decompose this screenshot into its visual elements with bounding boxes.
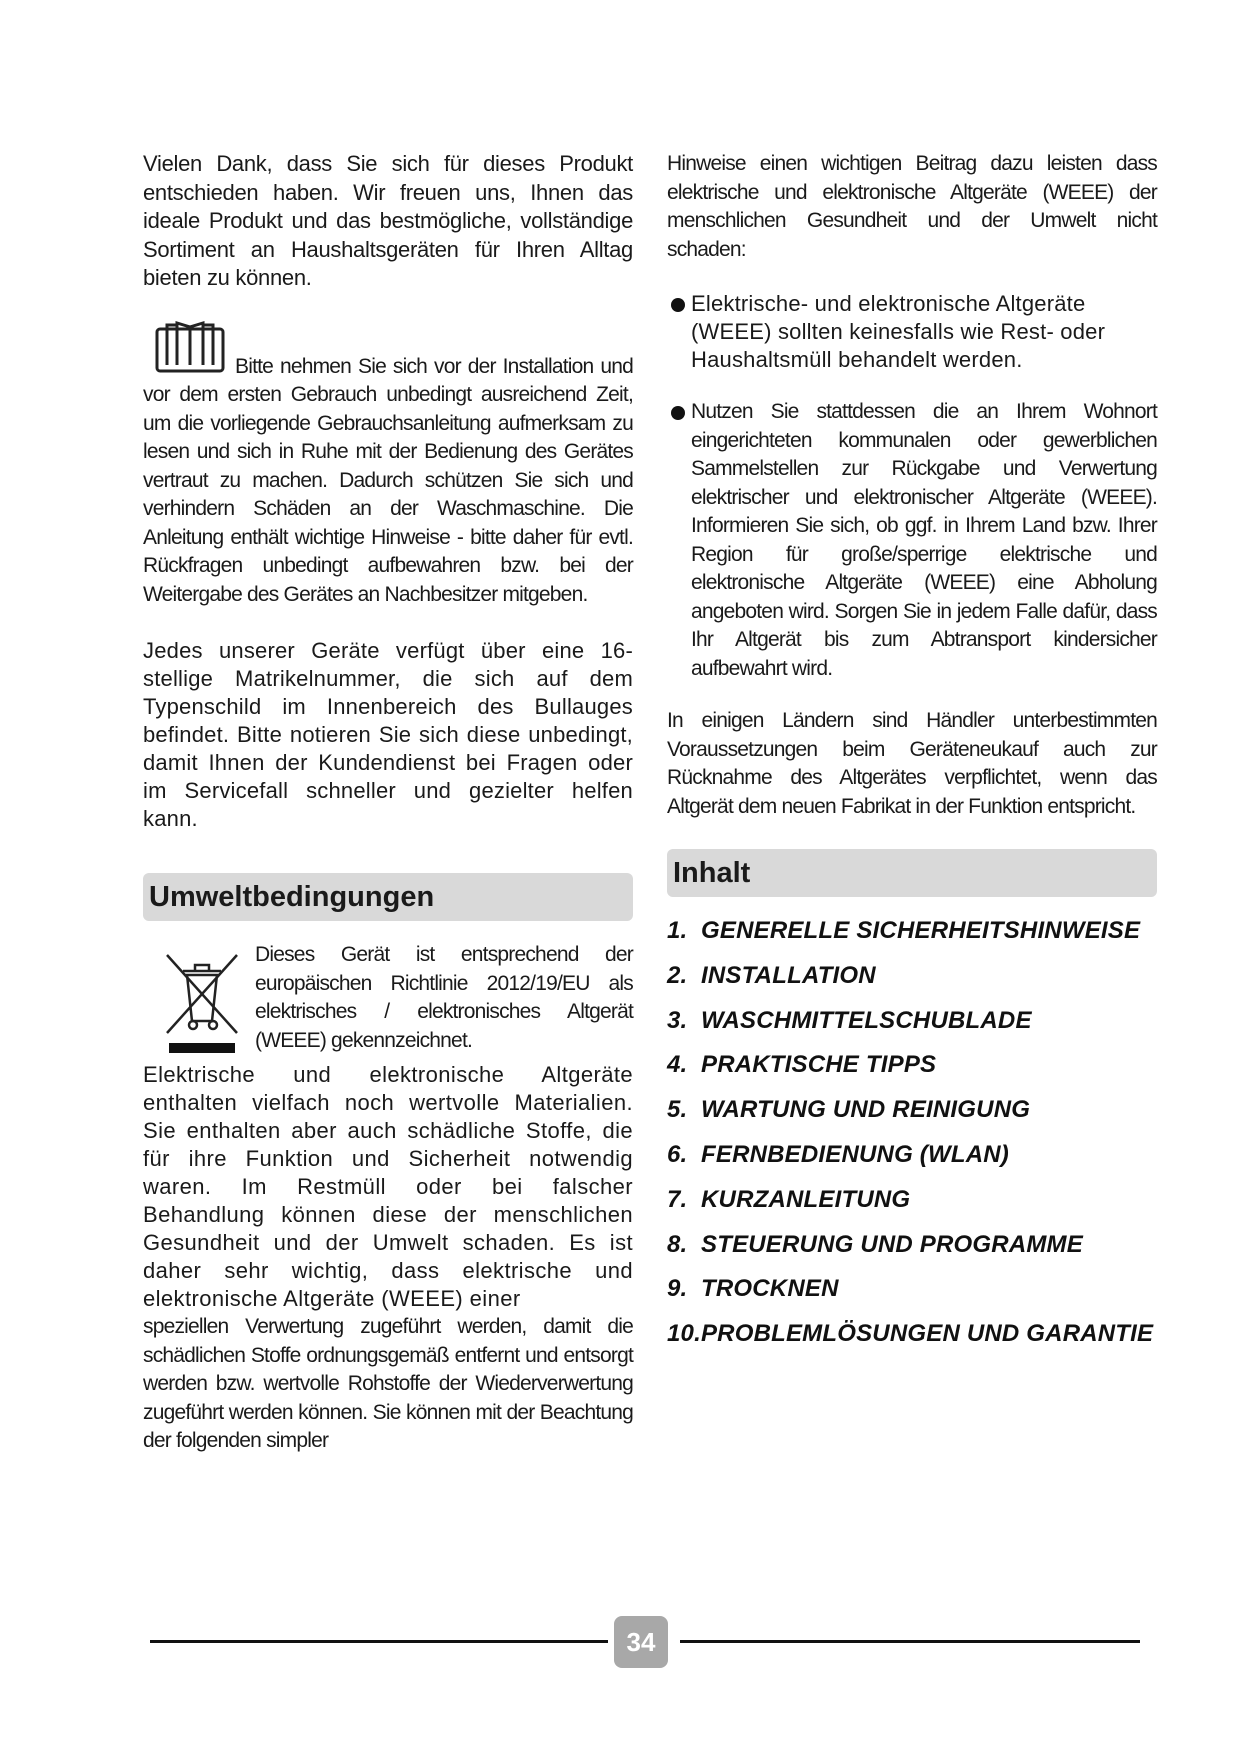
toc-item[interactable]: 4. PRAKTISCHE TIPPS bbox=[667, 1051, 937, 1079]
footer-rule-left bbox=[150, 1640, 608, 1643]
open-book-icon bbox=[155, 319, 225, 375]
crossed-bin-icon bbox=[163, 949, 241, 1055]
left-column bbox=[143, 150, 633, 1456]
toc-item[interactable]: 9. TROCKNEN bbox=[667, 1275, 839, 1303]
instructions-paragraph: Bitte nehmen Sie sich vor der Installation und vor dem ersten Gebrauch unbedingt ausreichend Zeit, um die vorliegende Gebrauchsanleitung aufmerksam zu lesen und sich in Ruhe mit der Bedienung des Gerätes vertraut zu machen. Dadurch schützen Sie sich und verhindern Schäden an der Waschmaschine. Die Anleitung enthält wichtige Hinweise - bitte daher für evtl. Rückfragen unbedingt aufbewahren bzw. bei der Weitergabe des Gerätes an Nachbesitzer mitgeben. bbox=[143, 354, 633, 606]
bullet-item-2 bbox=[667, 398, 1157, 683]
bullet-dot-icon bbox=[671, 406, 685, 420]
intro-paragraph: Vielen Dank, dass Sie sich für dieses Produkt entschieden haben. Wir freuen uns, Ihnen das ideale Produkt und das bestmögliche, vollständige Sortiment an Haushaltsgeräten für Ihren Alltag bieten zu können. bbox=[143, 151, 633, 290]
environment-body-2: speziellen Verwertung zugeführt werden, damit die schädlichen Stoffe ordnungsgemäß entfernt und entsorgt werden bzw. wertvolle Rohstoffe der Wiederverwertung zugeführt werden können. Sie können mit der Beachtung der folgenden simpler bbox=[143, 1315, 633, 1452]
toc-item[interactable]: 10.PROBLEMLÖSUNGEN UND GARANTIE bbox=[667, 1320, 1154, 1348]
right-column bbox=[667, 150, 1157, 1363]
weee-block bbox=[143, 941, 633, 1055]
toc-item[interactable]: 3. WASCHMITTELSCHUBLADE bbox=[667, 1006, 1032, 1034]
weee-mark-paragraph: Dieses Gerät ist entsprechend der europäischen Richtlinie 2012/19/EU als elektrisches / elektronisches Altgerät (WEEE) gekennzeichnet. bbox=[255, 943, 633, 1052]
environment-heading: Umweltbedingungen bbox=[143, 873, 633, 921]
serial-number-paragraph: Jedes unserer Geräte verfügt über eine 16-stellige Matrikelnummer, die sich auf dem Typenschild im Innenbereich des Bullauges befindet. Bitte notieren Sie sich diese unbedingt, damit Ihnen der Kundendienst bei Fragen oder im Servicefall schneller und gezielter helfen kann. bbox=[143, 638, 633, 831]
bullet-dot-icon bbox=[671, 298, 685, 312]
toc-item[interactable]: 6. FERNBEDIENUNG (WLAN) bbox=[667, 1140, 1009, 1168]
footer-rule-right bbox=[680, 1640, 1140, 1643]
toc-item[interactable]: 8. STEUERUNG UND PROGRAMME bbox=[667, 1230, 1083, 1258]
weee-continued-paragraph: Hinweise einen wichtigen Beitrag dazu leisten dass elektrische und elektronische Altgeräte (WEEE) der menschlichen Gesundheit und der Umwelt nicht schaden: bbox=[667, 152, 1157, 261]
bullet-item-1 bbox=[667, 290, 1157, 374]
toc-item[interactable]: 1. GENERELLE SICHERHEITSHINWEISE bbox=[667, 917, 1141, 944]
toc-item[interactable]: 5. WARTUNG UND REINIGUNG bbox=[667, 1096, 1031, 1124]
environment-body-1: Elektrische und elektronische Altgeräte enthalten vielfach noch wertvolle Materialien. Sie enthalten aber auch schädliche Stoffe, die für ihre Funktion und Sicherheit notwendig waren. Im Restmüll oder bei falscher Behandlung können diese der menschlichen Gesundheit und der Umwelt schaden. Es ist daher sehr wichtig, dass elektrische und elektronische Altgeräte (WEEE) einer bbox=[143, 1062, 633, 1311]
bullet-text-1: Elektrische- und elektronische Altgeräte (WEEE) sollten keinesfalls wie Rest- oder Haushaltsmüll behandelt werden. bbox=[691, 291, 1106, 372]
bullet-text-2: Nutzen Sie stattdessen die an Ihrem Wohnort eingerichteten kommunalen oder gewerblichen Sammelstellen zur Rückgabe und Verwertung elektrischer und elektronischer Altgeräte (WEEE). Informieren Sie sich, ob ggf. in Ihrem Land bzw. Ihrer Region für große/sperrige elektrische und elektronische Altgeräte (WEEE) eine Abholung angeboten wird. Sorgen Sie in jedem Falle dafür, dass Ihr Altgerät bis zum Abtransport kindersicher aufbewahrt wird. bbox=[691, 400, 1157, 680]
page-number-badge: 34 bbox=[614, 1616, 668, 1668]
contents-heading: Inhalt bbox=[667, 849, 1157, 897]
instructions-block bbox=[143, 323, 633, 610]
toc-item[interactable]: 2. INSTALLATION bbox=[667, 961, 876, 989]
dealer-return-paragraph: In einigen Ländern sind Händler unterbestimmten Voraussetzungen beim Geräteneukauf auch zur Rücknahme des Altgerätes verpflichtet, wenn das Altgerät dem neuen Fabrikat in der Funktion entspricht. bbox=[667, 709, 1157, 818]
toc-item[interactable]: 7. KURZANLEITUNG bbox=[667, 1185, 911, 1213]
table-of-contents bbox=[667, 915, 1157, 1363]
